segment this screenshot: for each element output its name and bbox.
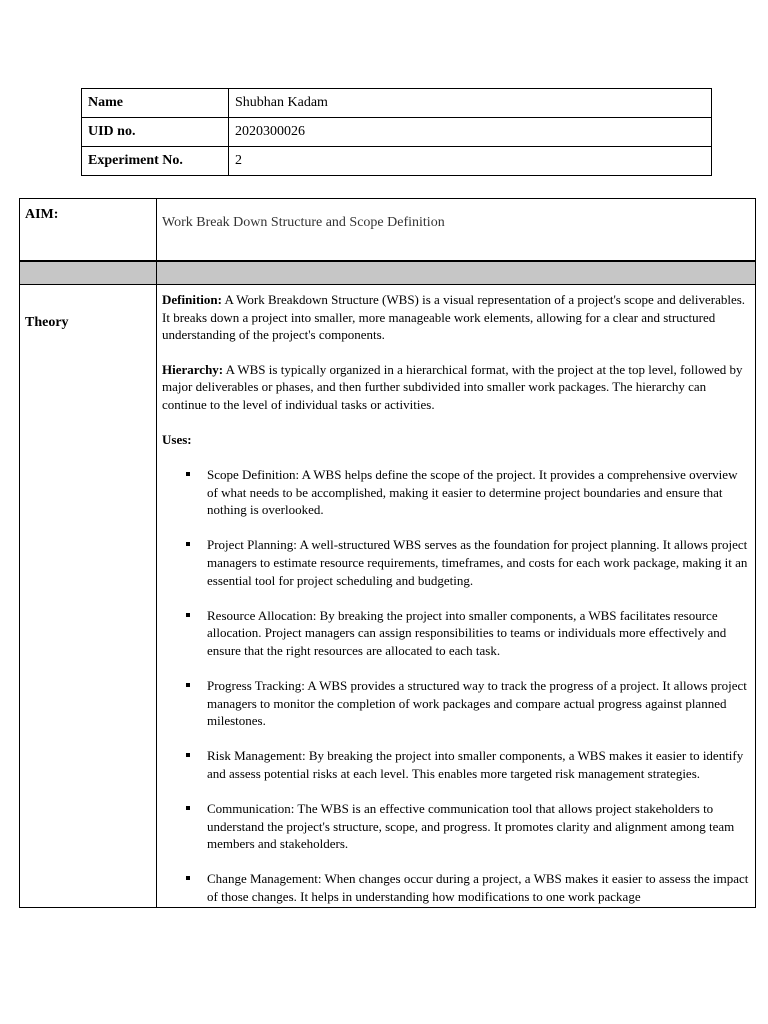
aim-row xyxy=(20,199,756,262)
list-item-text: Communication: The WBS is an effective communication tool that allows project stakeholders to understand the project's structure, scope, and progress. It promotes clarity and alignment among team members and stakeholders. xyxy=(207,800,735,852)
list-item xyxy=(162,870,751,905)
theory-content xyxy=(157,285,756,908)
hierarchy-text: A WBS is typically organized in a hierarchical format, with the project at the top level, followed by major deliverables or phases, and then further subdivided into smaller work packages. The hierarchy can continue to the level of individual tasks or activities. xyxy=(162,361,743,412)
hierarchy-term: Hierarchy: xyxy=(162,361,224,377)
info-row-experiment xyxy=(82,147,712,176)
experiment-table xyxy=(19,198,756,908)
square-bullet-icon xyxy=(186,542,190,546)
square-bullet-icon xyxy=(186,753,190,757)
theory-label: Theory xyxy=(20,285,157,908)
info-row-name xyxy=(82,89,712,118)
info-value-experiment: 2 xyxy=(229,147,712,176)
info-value-uid: 2020300026 xyxy=(229,118,712,147)
definition-text: A Work Breakdown Structure (WBS) is a visual representation of a project's scope and deliverables. It breaks down a project into smaller, more manageable work elements, allowing for a clear and structured understanding of the project's components. xyxy=(162,292,746,343)
square-bullet-icon xyxy=(186,683,190,687)
list-item-text: Change Management: When changes occur during a project, a WBS makes it easier to assess the impact of those changes. It helps in understanding how modifications to one work package xyxy=(207,871,749,904)
square-bullet-icon xyxy=(186,876,190,880)
definition-paragraph xyxy=(162,291,751,344)
aim-label: AIM: xyxy=(20,199,157,262)
list-item xyxy=(162,607,751,660)
theory-row xyxy=(20,285,756,908)
separator-cell-left xyxy=(20,261,157,285)
list-item-text: Risk Management: By breaking the project into smaller components, a WBS makes it easier to identify and assess potential risks at each level. This enables more targeted risk management strategies. xyxy=(207,748,744,781)
uses-list xyxy=(162,466,751,905)
list-item-text: Resource Allocation: By breaking the project into smaller components, a WBS facilitates resource allocation. Project managers can assign responsibilities to teams or individuals more effectively and ensure that the right resources are allocated to each task. xyxy=(207,607,727,658)
separator-cell-right xyxy=(157,261,756,285)
aim-value: Work Break Down Structure and Scope Definition xyxy=(157,199,756,262)
list-item-text: Progress Tracking: A WBS provides a structured way to track the progress of a project. It allows project managers to monitor the completion of work packages and compare actual progress against planned milestones. xyxy=(207,678,747,729)
student-info-table xyxy=(81,88,712,176)
uses-title: Uses: xyxy=(162,431,192,447)
hierarchy-paragraph xyxy=(162,361,751,414)
list-item xyxy=(162,800,751,853)
info-label-name: Name xyxy=(82,89,229,118)
definition-term: Definition: xyxy=(162,292,222,307)
list-item xyxy=(162,466,751,519)
separator-row xyxy=(20,261,756,285)
list-item xyxy=(162,677,751,730)
info-row-uid xyxy=(82,118,712,147)
square-bullet-icon xyxy=(186,613,190,617)
info-value-name: Shubhan Kadam xyxy=(229,89,712,118)
info-label-uid: UID no. xyxy=(82,118,229,147)
list-item xyxy=(162,536,751,589)
list-item xyxy=(162,747,751,782)
info-label-experiment: Experiment No. xyxy=(82,147,229,176)
square-bullet-icon xyxy=(186,472,190,476)
square-bullet-icon xyxy=(186,806,190,810)
list-item-text: Scope Definition: A WBS helps define the scope of the project. It provides a comprehensive overview of what needs to be accomplished, making it easier to determine project boundaries and ensure that nothing is overlooked. xyxy=(207,467,738,518)
list-item-text: Project Planning: A well-structured WBS serves as the foundation for project planning. It allows project managers to estimate resource requirements, timeframes, and costs for each work package, making it an essential tool for project scheduling and budgeting. xyxy=(207,537,748,588)
